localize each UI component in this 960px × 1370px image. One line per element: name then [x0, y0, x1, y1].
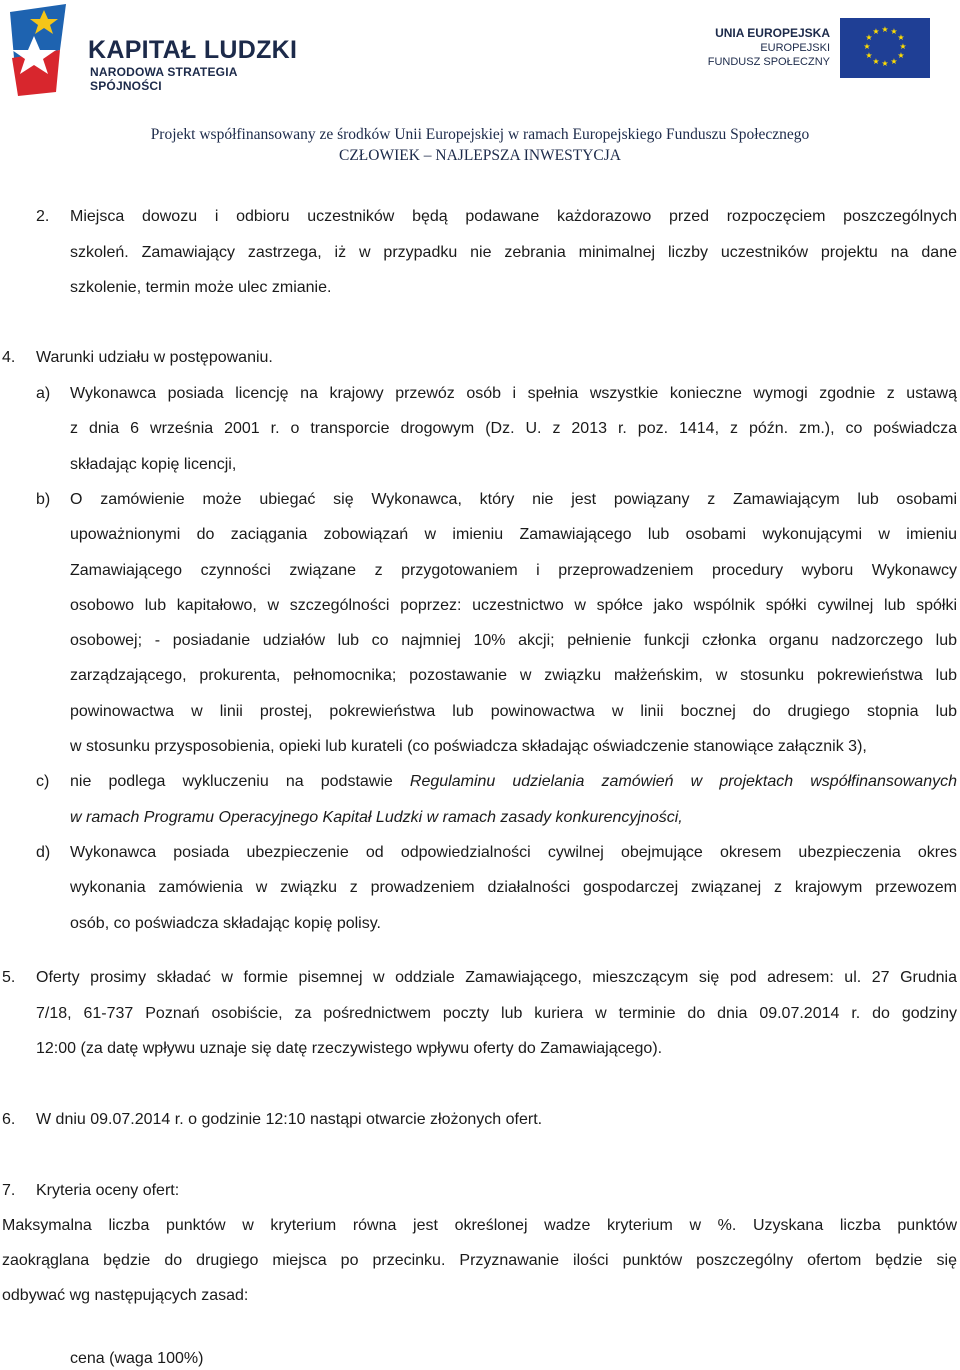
svg-text:★: ★	[890, 57, 898, 66]
section-7-line-3: odbywać wg następujących zasad:	[2, 1287, 249, 1304]
svg-text:★: ★	[881, 59, 889, 68]
section-2-line-3: szkolenie, termin może ulec zmianie.	[70, 279, 332, 296]
svg-text:★: ★	[890, 27, 898, 36]
item-b-label: b)	[36, 491, 51, 508]
svg-text:★: ★	[872, 27, 880, 36]
criterion-price: cena (waga 100%)	[70, 1350, 204, 1367]
item-a-line-3: składając kopię licencji,	[70, 456, 237, 473]
item-c-line-1	[70, 772, 957, 792]
page-header	[0, 0, 960, 175]
item-b-line-8: w stosunku przysposobienia, opieki lub kurateli (co poświadcza składając oświadczenie stanowiące załącznik 3),	[70, 738, 867, 755]
section-4-number: 4.	[2, 349, 16, 366]
item-d-line-3: osób, co poświadcza składając kopię polisy.	[70, 915, 381, 932]
section-7-number: 7.	[2, 1182, 16, 1199]
item-b-line-3: Zamawiającego czynności związane z przygotowaniem i przeprowadzeniem procedury wyboru Wykonawcy	[70, 562, 957, 579]
item-d-line-2: wykonania zamówienia w związku z prowadzeniem działalności gospodarczej związanej z krajowym przewozem	[70, 879, 957, 896]
eu-logo-line3: FUNDUSZ SPOŁECZNY	[707, 56, 830, 68]
section-2-line-2: szkoleń. Zamawiający zastrzega, iż w przypadku nie zebrania minimalnej liczby uczestników projektu na dane	[70, 244, 957, 261]
section-5-line-3: 12:00 (za datę wpływu uznaje się datę rzeczywistego wpływu oferty do Zamawiającego).	[36, 1040, 663, 1057]
section-5-number: 5.	[2, 969, 16, 986]
section-6-number: 6.	[2, 1111, 16, 1128]
section-6-text: W dniu 09.07.2014 r. o godzinie 12:10 nastąpi otwarcie złożonych ofert.	[36, 1111, 543, 1128]
item-b-line-2: upoważnionymi do zaciągania zobowiązań w imieniu Zamawiającego lub osobami wykonującymi w imieniu	[70, 526, 957, 543]
item-c-line-2: w ramach Programu Operacyjnego Kapitał Ludzki w ramach zasady konkurencyjności,	[70, 809, 683, 826]
project-slogan-line: CZŁOWIEK – NAJLEPSZA INWESTYCJA	[339, 147, 621, 164]
section-5-line-2: 7/18, 61-737 Poznań osobiście, za pośrednictwem poczty lub kuriera w terminie do dnia 09.07.2014 r. do godziny	[36, 1005, 957, 1022]
section-7-line-1: Maksymalna liczba punktów w kryterium równa jest określonej wadze kryterium w %. Uzyskana liczba punktów	[2, 1217, 957, 1234]
section-2-line-1: Miejsca dowozu i odbioru uczestników będą podawane każdorazowo przed rozpoczęciem poszczególnych	[70, 208, 957, 225]
item-c-plain-text: nie podlega wykluczeniu na podstawie	[70, 773, 410, 790]
section-5-line-1: Oferty prosimy składać w formie pisemnej w oddziale Zamawiającego, mieszczącym się pod adresem: ul. 27 Grudnia	[36, 969, 957, 986]
svg-text:★: ★	[863, 42, 871, 51]
item-c-regulation-title: Regulaminu udzielania zamówień w projektach współfinansowanych	[409, 773, 957, 790]
item-c-label: c)	[36, 773, 50, 790]
svg-text:★: ★	[865, 33, 873, 42]
svg-text:★: ★	[872, 57, 880, 66]
item-b-line-6: zarządzającego, prokurenta, pełnomocnika; pozostawanie w związku małżeńskim, w stosunku pokrewieństwa lub	[70, 667, 957, 684]
item-b-line-1: O zamówienie może ubiegać się Wykonawca, który nie jest powiązany z Zamawiającym lub osobami	[70, 491, 957, 508]
item-b-line-7: powinowactwa w linii prostej, pokrewieństwa lub powinowactwa w linii bocznej do drugiego stopnia lub	[70, 703, 957, 720]
svg-text:★: ★	[865, 51, 873, 60]
section-7-line-2: zaokrąglana będzie do drugiego miejsca po przecinku. Przyznawanie ilości punktów poszczególny ofertom będzie się	[2, 1252, 957, 1269]
item-d-label: d)	[36, 844, 51, 861]
eu-logo-line2: EUROPEJSKI	[760, 42, 830, 54]
project-funding-line: Projekt współfinansowany ze środków Unii Europejskiej w ramach Europejskiego Funduszu Społecznego	[150, 126, 810, 143]
kapital-ludzki-logo	[4, 4, 304, 96]
kapital-ludzki-emblem-icon	[4, 4, 84, 96]
section-2-number: 2.	[36, 208, 50, 225]
kapital-ludzki-title: KAPITAŁ LUDZKI	[88, 36, 298, 64]
svg-text:★: ★	[897, 33, 905, 42]
svg-text:★: ★	[881, 25, 889, 34]
eu-logo-line1: UNIA EUROPEJSKA	[715, 26, 830, 40]
eu-logo	[700, 18, 940, 84]
item-a-label: a)	[36, 385, 51, 402]
kapital-ludzki-subtitle: NARODOWA STRATEGIA SPÓJNOŚCI	[90, 65, 238, 93]
item-b-line-4: osobowo lub kapitałowo, w szczególności poprzez: uczestnictwo w spółce jako wspólnik spółki cywilnej lub spółki	[70, 597, 957, 614]
eu-flag-icon	[840, 18, 930, 78]
item-b-line-5: osobowej; - posiadanie udziałów lub co najmniej 10% akcji; pełnienie funkcji członka organu nadzorczego lub	[70, 632, 957, 649]
section-4-title: Warunki udziału w postępowaniu.	[36, 349, 273, 366]
svg-text:★: ★	[899, 42, 907, 51]
item-a-line-2: z dnia 6 września 2001 r. o transporcie drogowym (Dz. U. z 2013 r. poz. 1414, z późn. zm.), co poświadcza	[70, 420, 957, 437]
item-d-line-1: Wykonawca posiada ubezpieczenie od odpowiedzialności cywilnej obejmujące okresem ubezpieczenia okres	[70, 844, 957, 861]
section-7-title: Kryteria oceny ofert:	[36, 1182, 180, 1199]
svg-text:★: ★	[897, 51, 905, 60]
item-a-line-1: Wykonawca posiada licencję na krajowy przewóz osób i spełnia wszystkie konieczne wymogi zgodnie z ustawą	[70, 385, 957, 402]
